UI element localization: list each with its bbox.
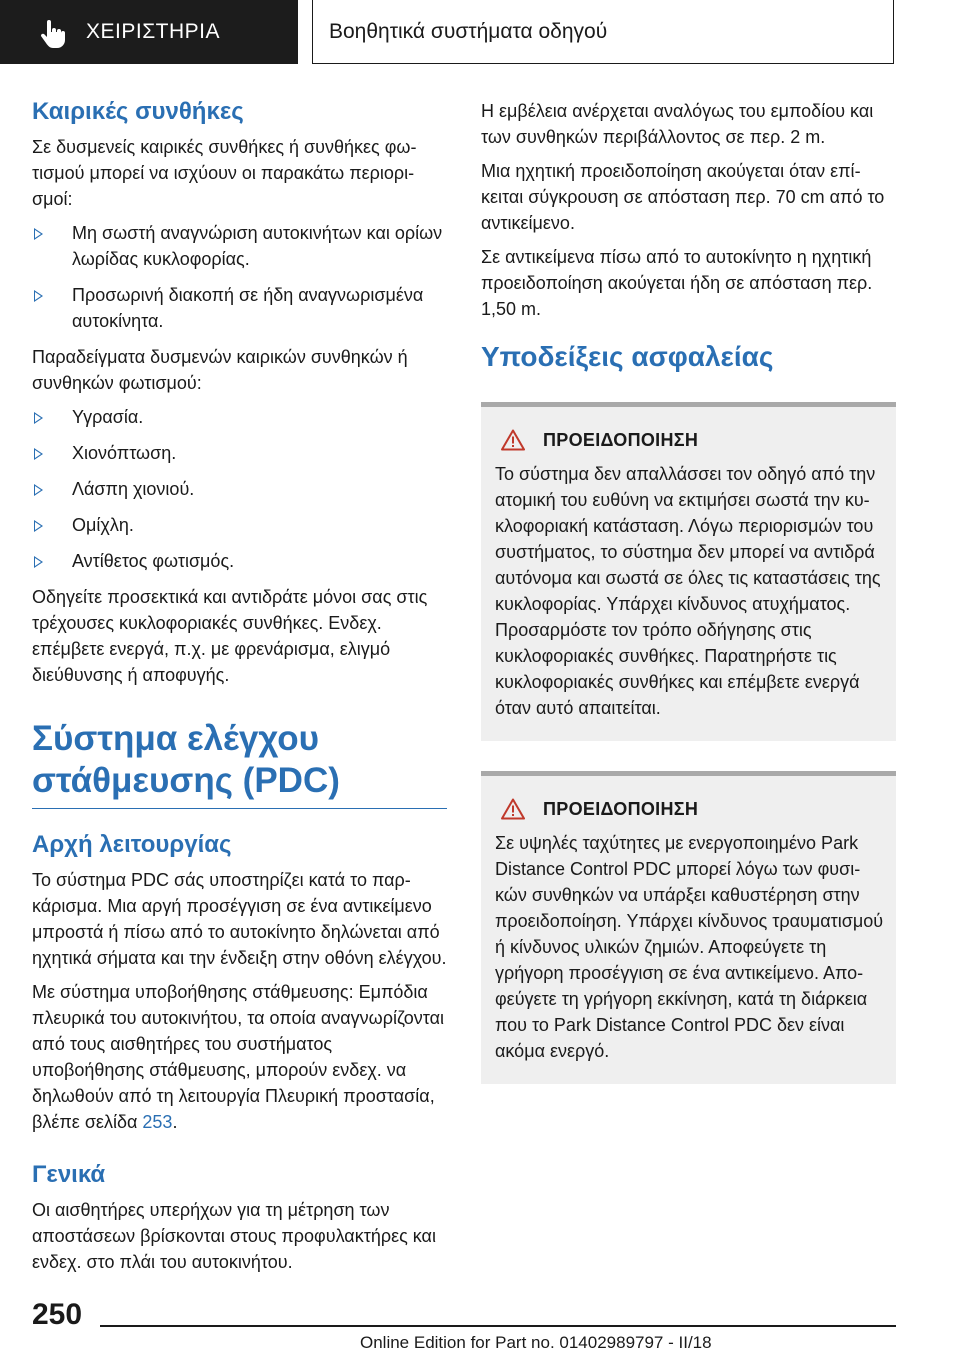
warning-triangle-icon [501, 798, 525, 820]
page-number: 250 [32, 1298, 83, 1331]
principle-paragraph-1: Το σύστημα PDC σάς υποστηρίζει κατά το παρκάρισμα. Μια αργή προσέγγιση σε ένα αντικείμενο μπροστά ή πίσω από το αυτοκίνητο δηλώνεται από ηχητικά σήματα και την ένδειξη στην οθόνη ελέγχου. [32, 870, 447, 968]
safety-heading: Υποδείξεις ασφαλείας [481, 341, 774, 372]
page-header [0, 0, 960, 66]
section-title: ΧΕΙΡΙΣΤΗΡΙΑ [86, 20, 221, 43]
page-link[interactable]: 253 [142, 1112, 173, 1132]
list-item: Αντίθετος φωτισμός. [32, 548, 447, 574]
bullet-triangle-icon [34, 228, 43, 240]
pdc-heading: Σύστημα ελέγχου στάθμευσης (PDC) [32, 719, 340, 800]
warning-title: ΠΡΟΕΙΔΟΠΟΙΗΣΗ [543, 798, 699, 819]
bullet-triangle-icon [34, 556, 43, 568]
principle-paragraph-2: Με σύστημα υποβοήθησης στάθμευσης: Εμπόδια πλευρικά του αυτοκινήτου, τα οποία αναγνωρίζονται από τους αισθητήρες του συστήματος υποβοήθησης στάθμευσης, μπορούν ενδεχ. να δηλωθούν από τη λειτουργία Πλευρική προστασία, βλέπε σελίδα 253. [32, 982, 444, 1132]
weather-heading: Καιρικές συνθήκες [32, 98, 244, 125]
bullet-triangle-icon [34, 290, 43, 302]
chapter-title: Βοηθητικά συστήματα οδηγού [329, 20, 608, 43]
principle-heading: Αρχή λειτουργίας [32, 831, 232, 858]
general-paragraph: Οι αισθητήρες υπερήχων για τη μέτρηση των αποστάσεων βρίσκονται στους προφυλακτήρες και ενδεχ. στο πλάι του αυτοκινήτου. [32, 1200, 436, 1272]
hand-pointer-icon [40, 20, 66, 48]
weather-intro: Σε δυσμενείς καιρικές συνθήκες ή συνθήκες φωτισμού μπορεί να ισχύουν οι παρακάτω περιορισμοί: [32, 137, 417, 209]
right-column [481, 98, 896, 1114]
warning-box-1 [481, 402, 896, 741]
bullet-triangle-icon [34, 520, 43, 532]
warning-triangle-icon [501, 429, 525, 451]
pdc-heading-block [32, 718, 447, 809]
bullet-triangle-icon [34, 484, 43, 496]
warning-text: Το σύστημα δεν απαλλάσσει τον οδηγό από την ατομική του ευθύνη να εκτιμήσει σωστά την κυκλοφοριακή κατάσταση. Λόγω περιορισμών του συστήματος, το σύστημα δεν μπορεί να αντιδρά αυτόνομα και σωστά σε όλες τις καταστάσεις της κυκλοφορίας. Υπάρχει κίνδυνος ατυχήματος. Προσαρμόστε τον τρόπο οδήγησης στις κυκλοφοριακές συνθήκες. Παρατηρήστε τις κυκλοφοριακές συνθήκες και επέμβετε ενεργά όταν αυτό απαιτείται. [495, 464, 881, 718]
list-item: Χιονόπτωση. [32, 440, 447, 466]
chapter-tab [312, 0, 894, 64]
general-heading: Γενικά [32, 1161, 106, 1188]
range-paragraph-3: Σε αντικείμενα πίσω από το αυτοκίνητο η ηχητική προειδοποίηση ακούγεται ήδη σε απόσταση περ. 1,50 m. [481, 247, 873, 319]
edition-text: Online Edition for Part no. 01402989797 - II/18 [360, 1333, 712, 1352]
range-paragraph-1: Η εμβέλεια ανέρχεται αναλόγως του εμποδίου και των συνθηκών περιβάλλοντος σε περ. 2 m. [481, 101, 874, 147]
section-tab [0, 0, 298, 64]
list-item: Μη σωστή αναγνώριση αυτοκινήτων και ορίων λωρίδας κυκλοφορίας. [32, 220, 447, 272]
examples-intro: Παραδείγματα δυσμενών καιρικών συνθηκών ή συνθηκών φωτισμού: [32, 347, 408, 393]
warning-text: Σε υψηλές ταχύτητες με ενεργοποιημένο Park Distance Control PDC μπορεί λόγω των φυσικών συνθηκών να υπάρξει καθυστέρηση στην προειδοποίηση. Υπάρχει κίνδυνος τραυματισμού ή κίνδυνος υλικών ζημιών. Αποφεύγετε τη γρήγορη προσέγγιση σε ένα αντικείμενο. Αποφεύγετε τη γρήγορη εκκίνηση, κατά τη διάρκεια που το Park Distance Control PDC δεν είναι ακόμα ενεργό. [495, 833, 884, 1061]
weather-limits-list [32, 220, 447, 334]
examples-list [32, 404, 447, 574]
bullet-triangle-icon [34, 412, 43, 424]
warning-title: ΠΡΟΕΙΔΟΠΟΙΗΣΗ [543, 429, 699, 450]
list-item: Προσωρινή διακοπή σε ήδη αναγνωρισμένα αυτοκίνητα. [32, 282, 447, 334]
drive-note: Οδηγείτε προσεκτικά και αντιδράτε μόνοι σας στις τρέχουσες κυκλοφοριακές συνθήκες. Ενδεχ. επέμβετε ενεργά, π.χ. με φρενάρισμα, ελιγμό διεύθυνσης ή αποφυγής. [32, 587, 428, 685]
left-column [32, 98, 447, 1283]
list-item: Ομίχλη. [32, 512, 447, 538]
warning-box-2 [481, 771, 896, 1084]
range-paragraph-2: Μια ηχητική προειδοποίηση ακούγεται όταν επίκειται σύγκρουση σε απόσταση περ. 70 cm από το αντικείμενο. [481, 161, 885, 233]
bullet-triangle-icon [34, 448, 43, 460]
list-item: Υγρασία. [32, 404, 447, 430]
list-item: Λάσπη χιονιού. [32, 476, 447, 502]
footer-divider [100, 1325, 896, 1327]
